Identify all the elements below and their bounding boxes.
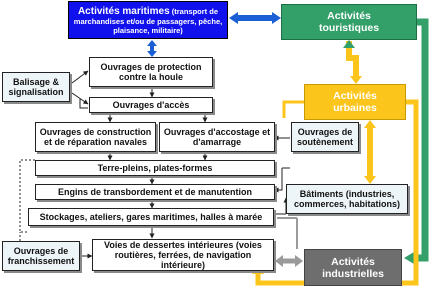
activites-maritimes-detail: marchandises et/ou de passagers, pêche,: [73, 16, 223, 26]
arrow-head-industrielles-green: [404, 252, 414, 264]
engins-label: Engins de transbordement et de manutention: [57, 187, 253, 197]
balisage-label: Balisage &: [12, 77, 60, 87]
activites-urbaines-label: Activités: [333, 90, 377, 102]
box-activites-industrielles: [304, 249, 402, 286]
batiments-label: commerces, habitations): [293, 199, 401, 209]
box-ouvrages-protection: [89, 57, 213, 87]
franchissement-label: Ouvrages de: [13, 246, 69, 256]
protection-label: contre la houle: [118, 72, 183, 82]
soutenement-label: Ouvrages de: [297, 127, 353, 137]
arrow-head-maritimes: [147, 40, 157, 46]
box-ouvrages-franchissement: [2, 241, 80, 271]
activites-touristiques-label: touristiques: [318, 22, 380, 34]
franchissement-label: franchissement: [7, 256, 75, 266]
box-ouvrages-acces: [89, 97, 213, 113]
voies-label: routières, ferrées, de navigation intérieure): [114, 250, 252, 270]
terre-pleins-label: Terre-pleins, plates-formes: [97, 163, 213, 173]
box-activites-maritimes: [68, 1, 228, 39]
box-terre-pleins: [35, 160, 275, 176]
box-activites-touristiques: [281, 4, 417, 40]
activites-touristiques-label: Activités: [327, 10, 371, 22]
box-activites-urbaines: [304, 84, 406, 120]
protection-label: Ouvrages de protection: [100, 62, 202, 72]
accostage-label: d'amarrage: [192, 137, 242, 147]
box-engins-transbordement: [35, 184, 275, 200]
balisage-label: signalisation: [8, 87, 64, 97]
box-stockages: [28, 208, 274, 226]
arrow-head-touristiques: [343, 40, 355, 48]
activites-maritimes-title: Activités maritimes: [77, 5, 170, 17]
activites-maritimes-detail: plaisance, militaire): [113, 25, 183, 35]
feedback-connectors: [20, 160, 35, 245]
stockages-label: Stockages, ateliers, gares maritimes, halles à marée: [39, 212, 263, 222]
link-urbaines-soutenement: [284, 102, 304, 118]
activites-urbaines-label: urbaines: [333, 102, 377, 114]
box-voies-dessertes: [92, 239, 274, 271]
arrow-head-urbaines: [350, 76, 362, 84]
soutenement-label: soutènement: [296, 137, 353, 147]
construction-label: et de réparation navales: [43, 137, 148, 147]
box-batiments: [286, 184, 408, 214]
arrow-head-voies-gray: [275, 255, 283, 267]
arrow-head-batiments: [364, 176, 376, 184]
activites-industrielles-label: industrielles: [322, 267, 384, 280]
arrow-head-industrielles-gray: [295, 255, 303, 267]
acces-label: Ouvrages d'accès: [112, 100, 190, 110]
batiments-label: Bâtiments (industries,: [299, 189, 395, 199]
activites-maritimes-detail-inline: (transport de: [171, 6, 219, 16]
accostage-label: Ouvrages d'accostage et: [163, 127, 271, 137]
arrow-head-urbaines-up: [364, 120, 376, 128]
box-ouvrages-construction: [35, 122, 156, 152]
box-ouvrages-accostage: [159, 122, 275, 152]
voies-label: Voies de dessertes intérieures (voies: [104, 240, 262, 250]
box-ouvrages-soutenement: [291, 122, 359, 152]
link-maritimes-touristiques: [229, 12, 281, 24]
activites-industrielles-label: Activités: [331, 255, 375, 268]
construction-label: Ouvrages de construction: [39, 127, 152, 137]
box-balisage-signalisation: [2, 72, 70, 102]
